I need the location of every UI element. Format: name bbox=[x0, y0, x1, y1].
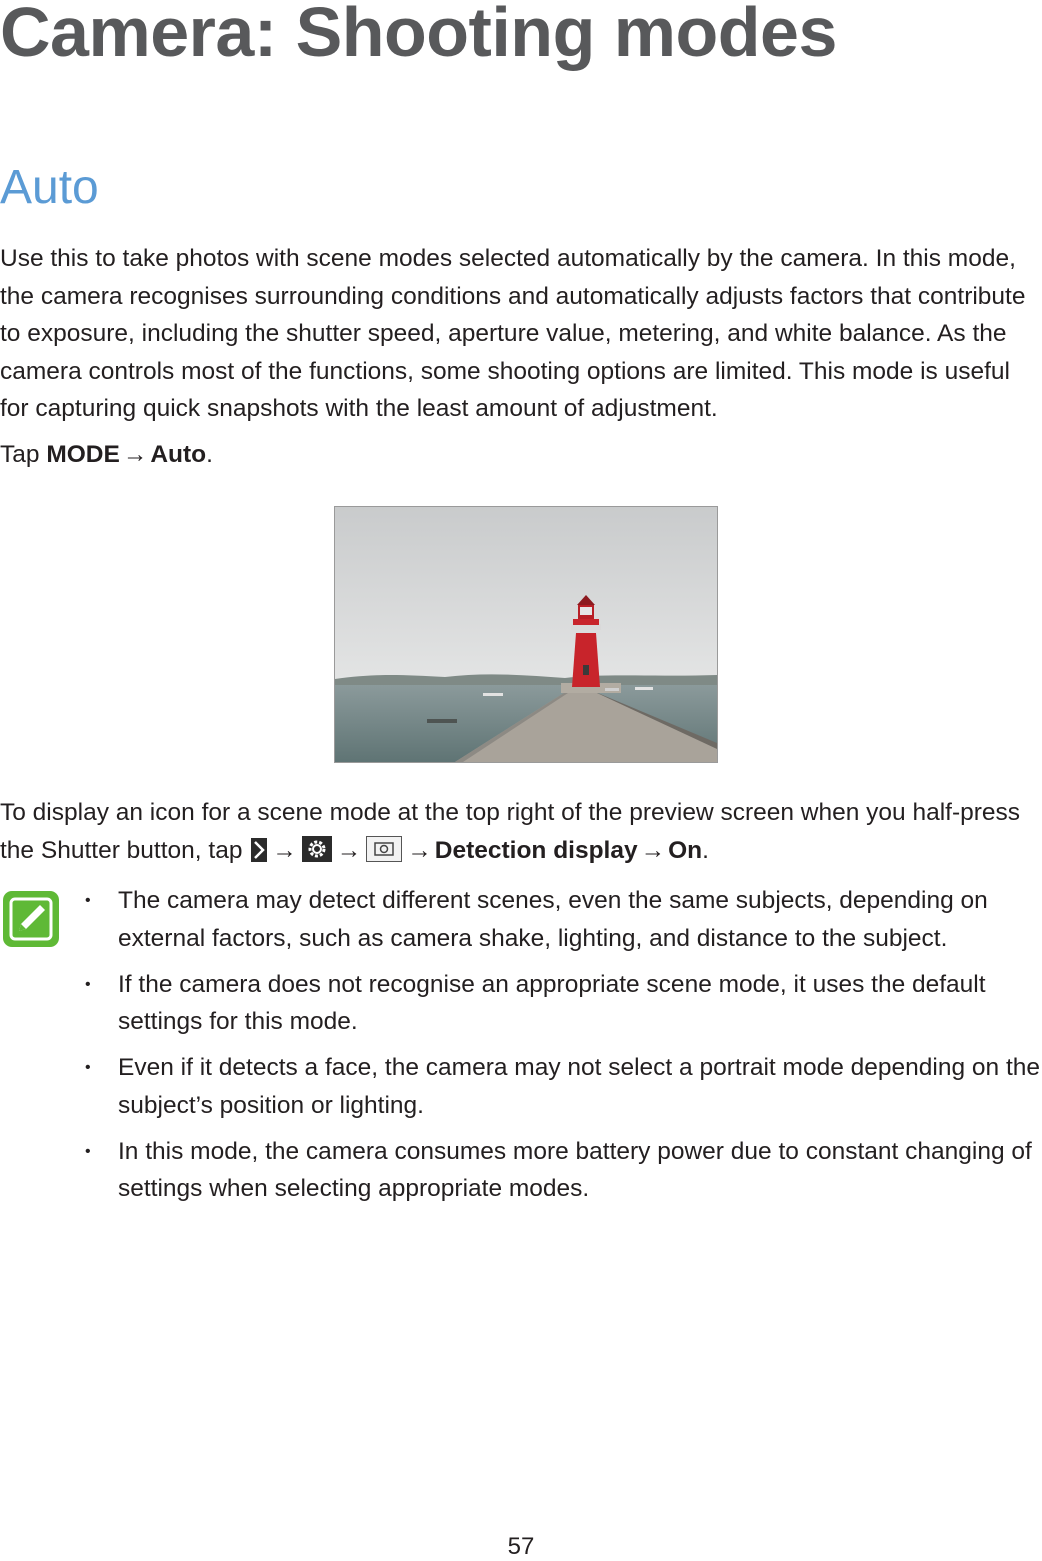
bullet: • bbox=[85, 892, 91, 909]
arrow: → bbox=[407, 836, 432, 864]
intro-paragraph: Use this to take photos with scene modes selected automatically by the camera. In this mode, the camera recognises surrounding conditions and automatically adjusts factors that contribute to exposure, including the shutter speed, aperture value, metering, and white balance. As the camera controls most of the functions, some shooting options are limited. This mode is useful for capturing quick snapshots with the least amount of adjustment. bbox=[0, 245, 1026, 422]
bullet: • bbox=[85, 1059, 91, 1076]
arrow: → bbox=[272, 836, 297, 864]
detection-instruction bbox=[0, 794, 1040, 873]
detection-text: To display an icon for a scene mode at the top right of the preview screen when you half-press the Shutter button, tap bbox=[0, 799, 1021, 864]
note-text: The camera may detect different scenes, even the same subjects, depending on external factors, such as camera shake, lighting, and distance to the subject. bbox=[118, 887, 988, 952]
arrow: → bbox=[336, 836, 362, 864]
section-title: Auto bbox=[0, 161, 99, 214]
bullet: • bbox=[85, 1142, 91, 1160]
note-pencil-icon bbox=[2, 890, 60, 948]
auto-mode-label: Auto bbox=[150, 441, 207, 468]
arrow: → bbox=[122, 441, 148, 468]
detection-display-option: Detection display bbox=[434, 836, 638, 864]
lighthouse-photo bbox=[334, 506, 718, 763]
detection-suffix: . bbox=[702, 836, 709, 864]
notes-list bbox=[82, 882, 1042, 1216]
note-item bbox=[82, 882, 1042, 957]
gear-icon bbox=[302, 836, 332, 874]
note-item bbox=[82, 1049, 1042, 1124]
tap-instruction bbox=[0, 436, 1040, 474]
note-item bbox=[82, 966, 1042, 1041]
note-text: Even if it detects a face, the camera may not select a portrait mode depending on the subject’s position or lighting. bbox=[118, 1054, 1041, 1119]
page-title: Camera: Shooting modes bbox=[0, 0, 837, 71]
page-number: 57 bbox=[507, 1533, 535, 1560]
mode-menu-label: MODE bbox=[46, 441, 120, 468]
camera-icon bbox=[366, 836, 402, 874]
note-text: In this mode, the camera consumes more battery power due to constant changing of settings when selecting appropriate modes. bbox=[118, 1137, 1032, 1202]
note-item bbox=[82, 1133, 1042, 1208]
bullet: • bbox=[85, 975, 91, 993]
arrow: → bbox=[640, 836, 666, 864]
tap-prefix: Tap bbox=[0, 441, 47, 468]
note-text: If the camera does not recognise an appropriate scene mode, it uses the default settings for this mode. bbox=[118, 970, 986, 1035]
tap-suffix: . bbox=[206, 441, 213, 468]
on-option: On bbox=[668, 836, 703, 864]
chevron-right-icon bbox=[251, 836, 267, 874]
